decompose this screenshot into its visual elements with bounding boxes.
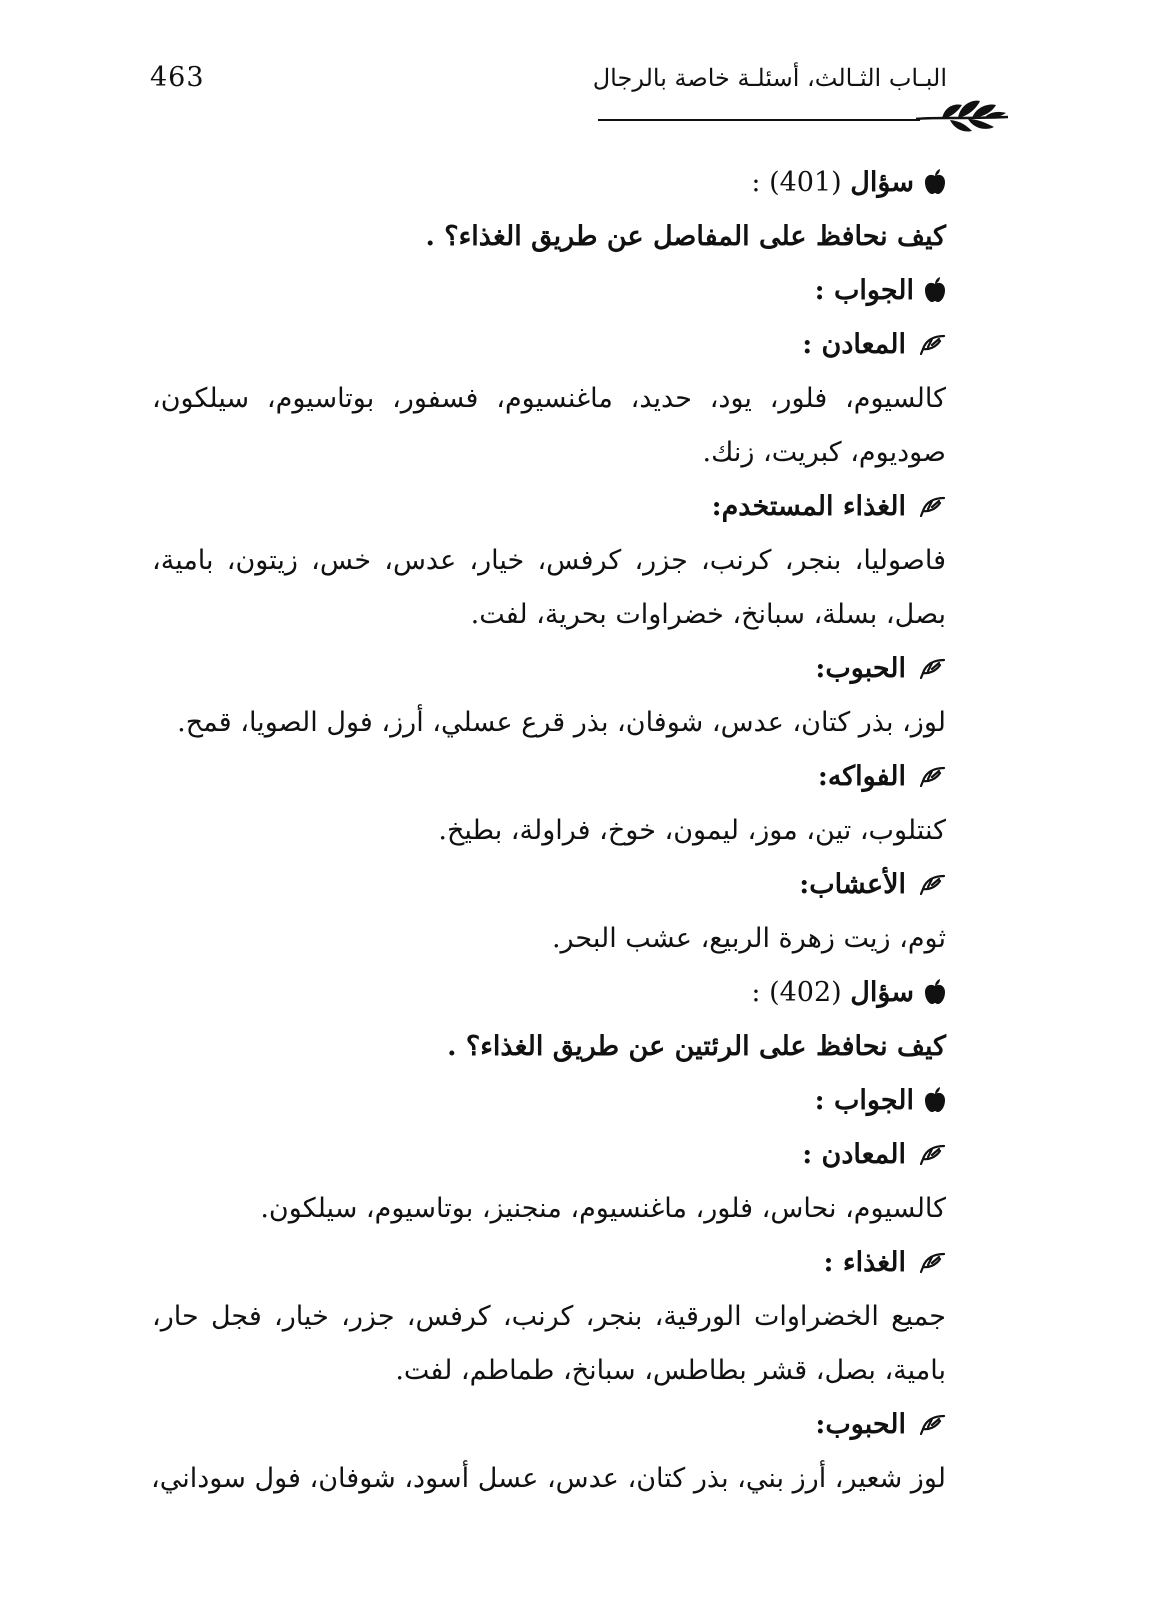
minerals-text: كالسيوم، نحاس، فلور، ماغنسيوم، منجنيز، بوتاسيوم، سيلكون. [260,1193,946,1224]
fruits-text: كنتلوب، تين، موز، ليمون، خوخ، فراولة، بطيخ. [438,815,946,846]
question-402-heading [152,966,946,1020]
food-heading: الغذاء : [823,1247,906,1278]
question-number: (401) [769,167,842,198]
leaf-branch-icon [914,97,1010,137]
fruits-heading-row [152,750,946,804]
leaf-icon [920,765,946,787]
minerals-heading: المعادن : [802,1139,906,1170]
question-colon: : [751,167,761,198]
grains-heading-row [152,642,946,696]
grains-heading: الحبوب: [815,1409,906,1440]
page-number: 463 [150,62,205,93]
answer-label: الجواب : [814,275,914,306]
minerals-heading-row [152,1128,946,1182]
fruits-heading: الفواكه: [817,761,906,792]
apple-icon [924,979,946,1005]
food-heading-row [152,1236,946,1290]
answer-label: الجواب : [814,1085,914,1116]
question-label: سؤال [850,167,914,198]
food-heading: الغذاء المستخدم: [711,491,906,522]
minerals-heading-row [152,318,946,372]
answer-401-label-row [152,264,946,318]
leaf-icon [920,495,946,517]
food-heading-row [152,480,946,534]
page-body [152,156,946,1506]
question-colon: : [751,977,761,1008]
leaf-icon [920,333,946,355]
herbs-heading-row [152,858,946,912]
grains-heading-row [152,1398,946,1452]
leaf-icon [920,1413,946,1435]
apple-icon [924,277,946,303]
header-rule [598,119,920,121]
answer-402-label-row [152,1074,946,1128]
leaf-icon [920,1251,946,1273]
grains-text: لوز، بذر كتان، عدس، شوفان، بذر قرع عسلي، أرز، فول الصويا، قمح. [177,707,946,738]
minerals-heading: المعادن : [802,329,906,360]
question-402-text: كيف نحافظ على الرئتين عن طريق الغذاء؟ . [447,1031,946,1062]
minerals-text: كالسيوم، فلور، يود، حديد، ماغنسيوم، فسفور، بوتاسيوم، سيلكون، صوديوم، كبريت، زنك. [152,383,946,468]
grains-heading: الحبوب: [815,653,906,684]
question-401-heading [152,156,946,210]
leaf-icon [920,873,946,895]
leaf-icon [920,657,946,679]
leaf-icon [920,1143,946,1165]
herbs-heading: الأعشاب: [799,869,906,900]
running-head: البـاب الثـالث، أسئلـة خاصة بالرجال [592,64,947,92]
food-text: فاصوليا، بنجر، كرنب، جزر، كرفس، خيار، عدس، خس، زيتون، بامية، بصل، بسلة، سبانخ، خضراوات بحرية، لفت. [152,545,946,630]
food-text: جميع الخضراوات الورقية، بنجر، كرنب، كرفس، جزر، خيار، فجل حار، بامية، بصل، قشر بطاطس، سبانخ، طماطم، لفت. [152,1301,946,1386]
apple-icon [924,1087,946,1113]
question-label: سؤال [850,977,914,1008]
herbs-text: ثوم، زيت زهرة الربيع، عشب البحر. [551,923,946,954]
question-401-text: كيف نحافظ على المفاصل عن طريق الغذاء؟ . [425,221,946,252]
question-number: (402) [769,977,842,1008]
grains-text: لوز شعير، أرز بني، بذر كتان، عدس، عسل أسود، شوفان، فول سوداني، [151,1463,946,1494]
apple-icon [924,169,946,195]
